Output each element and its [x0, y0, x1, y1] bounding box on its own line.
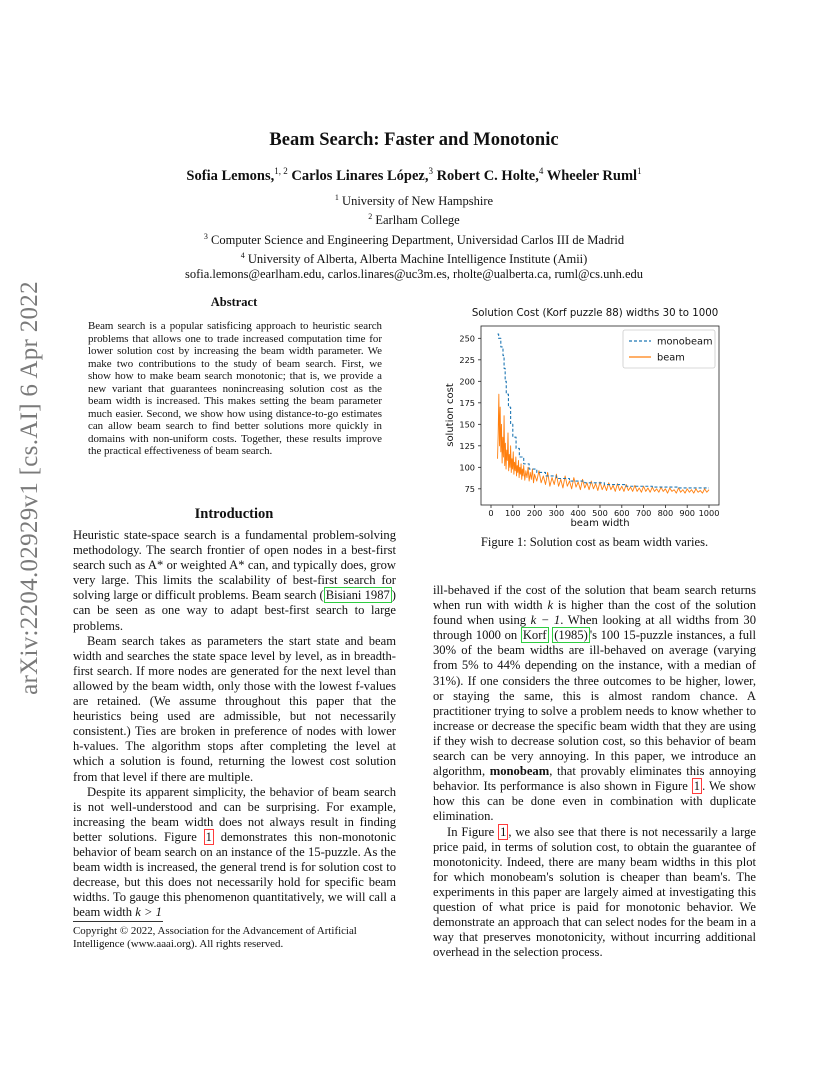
footnote-divider: [73, 921, 163, 922]
x-tick-label: 1000: [698, 508, 720, 518]
right-column-body: [433, 583, 756, 960]
y-tick-label: 125: [459, 440, 475, 451]
x-axis: [488, 505, 719, 518]
author: Carlos Linares López,: [291, 167, 429, 184]
y-tick-label: 75: [464, 483, 475, 494]
affiliation: $^2$ Earlham College: [368, 212, 460, 228]
figure-ref-link[interactable]: 1: [693, 779, 701, 794]
author: Sofia Lemons,: [186, 167, 275, 184]
author-sup: 1, 2: [274, 166, 288, 176]
x-tick-label: 0: [488, 508, 494, 518]
legend-label-beam: beam: [657, 352, 685, 364]
x-tick-label: 100: [504, 508, 521, 518]
figure-ref-link[interactable]: 1: [205, 829, 212, 844]
left-column-body: [73, 528, 396, 920]
x-tick-label: 700: [635, 508, 652, 518]
x-axis-label: beam width: [570, 518, 630, 529]
abstract-text: Beam search is a popular satisficing approach to heuristic search problems that allows one to trade increased computation time for lower solution cost by increasing the beam width parameter. We make two contributions to the study of beam search. First, we show how to make beam search monotonic; that is, we provide a new variant that guarantees nonincreasing solution cost as the beam width is increased. This makes setting the beam parameter much easier. Second, we show how using distance-to-go estimates can allow beam search to find better solutions more quickly in domains with non-uniform costs. Together, these results improve the practical effectiveness of beam search.: [88, 320, 382, 457]
y-tick-label: 150: [459, 419, 475, 430]
author-emails: sofia.lemons@earlham.edu, carlos.linares@uc3m.es, rholte@ualberta.ca, ruml@cs.unh.edu: [184, 267, 644, 282]
x-tick-label: 400: [570, 508, 587, 518]
paragraph: Heuristic state-space search is a fundamental problem-solving methodology. The search frontier of open nodes in a best-first search such as A* or weighted A* can, and typically does, grow very large. This limits the scalability of best-first search for solving large or difficult problems. Beam search ( Bisiani 1987 ) can be seen as one way to adapt best-first search to large problems.: [73, 528, 396, 633]
author: Wheeler Ruml: [546, 167, 638, 184]
arxiv-id: arXiv:2204.02929v1 [cs.AI] 6 Apr 2022: [16, 281, 43, 695]
paragraph: Beam search takes as parameters the start state and beam width and searches the state space level by level, as in breadth-first search. If more nodes are generated for the next level than allowed by the beam width, only those with the lowest f-values are retained. (We assume throughout this paper that the heuristics being used are admissible, but not necessarily consistent.) Ties are broken in preference of nodes with lower h-values. The algorithm stops after completing the level at which a solution is found, returning the lowest cost solution from that level if there are multiple.: [73, 633, 396, 784]
citation-link[interactable]: Korf: [522, 628, 547, 643]
series-line-beam: [498, 394, 709, 493]
legend-label-monobeam: monobeam: [657, 336, 713, 348]
figure-1: [433, 300, 756, 540]
paragraph: In Figure 1 , we also see that there is not necessarily a large price paid, in terms of solution cost, to obtain the guarantee of monotonicity. Indeed, there are many beam widths in this plot for which monobeam's solution is cheaper than beam's. The experiments in this paper are largely aimed at investigating this question of what price is paid for monotonic behavior. We demonstrate an approach that can select nodes for the beam in a way that preserves monotonicity, without incurring additional overhead in the selection process.: [433, 824, 756, 960]
x-tick-label: 500: [592, 508, 608, 518]
y-tick-label: 200: [459, 376, 475, 387]
arxiv-sidebar: [8, 281, 52, 695]
introduction-heading: Introduction: [194, 506, 274, 522]
x-tick-label: 900: [679, 508, 696, 518]
author-sup: 4: [538, 166, 544, 176]
x-tick-label: 800: [657, 508, 674, 518]
paragraph: ill-behaved if the cost of the solution that beam search returns when run with width k is higher than the cost of the solution found when using k − 1. When looking at all widths from 30 through 1000 on Korf (1985) 's 100 15-puzzle instances, a full 30% of the beam widths are ill-behaved on average (varying from 5% to 44% depending on the instance, with a median of 31%). If one considers the three outcomes to be higher, lower, or staying the same, this is almost random chance. A practitioner trying to solve a problem needs to know whether to increase or decrease the specific beam width that they are using if they wish to decrease solution cost, so this behavior of beam search can be very annoying. In this paper, we introduce an algorithm, monobeam, that provably eliminates this annoying behavior. Its performance is also shown in Figure 1 . We show how this can be done even in combination with duplicate elimination.: [433, 583, 757, 824]
citation-link[interactable]: (1985): [554, 628, 588, 643]
affiliations: [0, 190, 828, 283]
copyright-footnote: Copyright © 2022, Association for the Advancement of Artificial Intelligence (www.aaai.org). All rights reserved.: [73, 925, 357, 950]
figure-caption: Figure 1: Solution cost as beam width varies.: [480, 535, 709, 549]
figure-ref-link[interactable]: 1: [500, 824, 507, 839]
y-tick-label: 175: [459, 397, 475, 408]
author-sup: 1: [637, 166, 642, 176]
y-axis-label: solution cost: [445, 383, 456, 447]
y-axis: [459, 333, 481, 494]
author: Robert C. Holte,: [436, 167, 539, 184]
chart-legend: [623, 330, 715, 368]
paper-title: Beam Search: Faster and Monotonic: [269, 130, 559, 150]
y-tick-label: 100: [459, 462, 475, 473]
x-tick-label: 300: [548, 508, 565, 518]
citation-link[interactable]: Bisiani 1987: [325, 588, 390, 603]
affiliation: $^1$ University of New Hampshire: [334, 193, 494, 209]
y-tick-label: 225: [459, 354, 475, 365]
y-tick-label: 250: [459, 333, 475, 344]
affiliation: $^4$ University of Alberta, Alberta Machine Intelligence Institute (Amii): [240, 251, 588, 267]
x-tick-label: 200: [526, 508, 543, 518]
author-sup: 3: [428, 166, 433, 176]
paragraph: Despite its apparent simplicity, the behavior of beam search is not well-understood and can be surprising. For example, increasing the beam width does not always result in finding better solutions. Figure 1 demonstrates this non-monotonic behavior of beam search on an instance of the 15-puzzle. As the beam width is increased, the general trend is for solution cost to decrease, but this does not necessarily hold for specific beam widths. To gauge this phenomenon quantitatively, we will call a beam width k > 1: [73, 784, 396, 920]
solution-cost-chart: [433, 300, 756, 532]
abstract-heading: Abstract: [210, 295, 258, 309]
chart-title: Solution Cost (Korf puzzle 88) widths 30 to 1000: [471, 308, 719, 319]
author-list: [0, 166, 828, 185]
x-tick-label: 600: [613, 508, 630, 518]
affiliation: $^3$ Computer Science and Engineering Department, Universidad Carlos III de Madrid: [203, 231, 625, 247]
